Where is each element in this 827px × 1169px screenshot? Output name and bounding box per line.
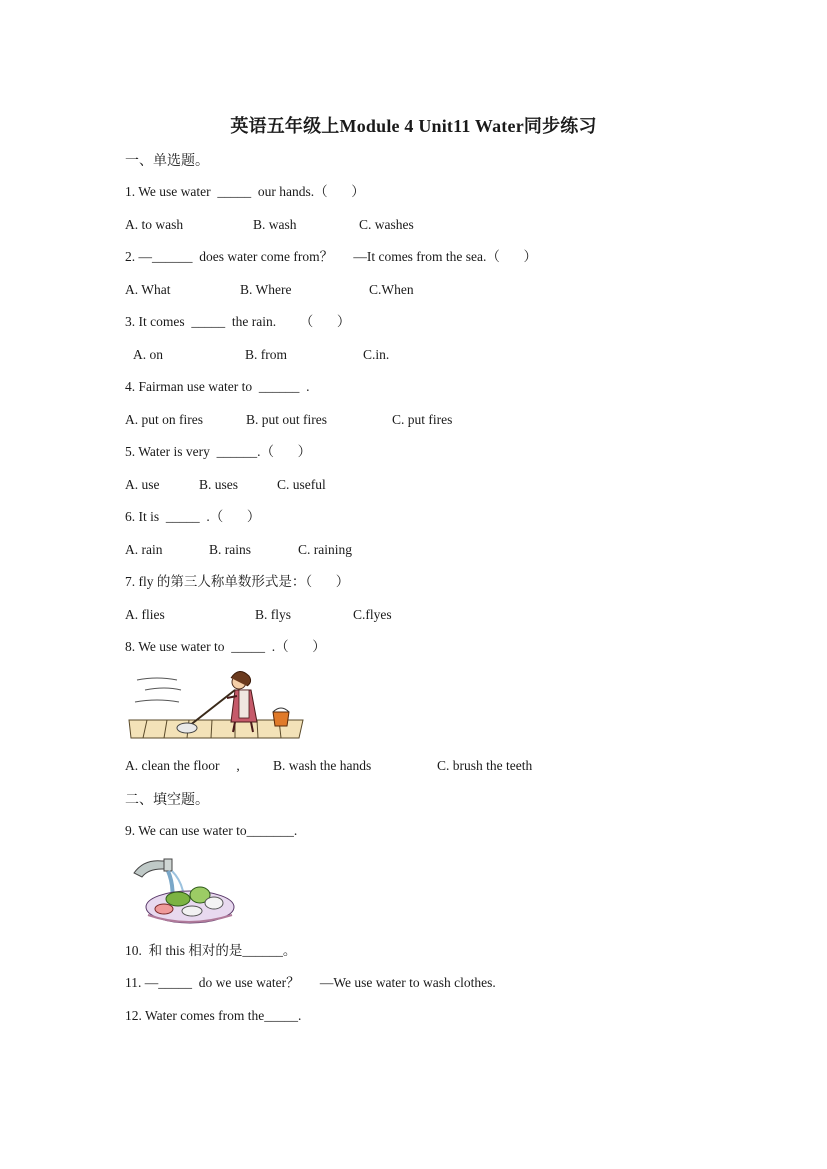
- question-12: 12. Water comes from the_____.: [125, 1008, 302, 1023]
- q1-option-c: C. washes: [359, 217, 414, 232]
- q6-option-c: C. raining: [298, 542, 352, 557]
- q2-option-a: A. What: [125, 282, 171, 297]
- section-heading-multiple-choice: 一、单选题。: [125, 154, 209, 169]
- question-3: 3. It comes _____ the rain. （ ）: [125, 314, 351, 329]
- q8-option-a: A. clean the floor ,: [125, 758, 240, 773]
- woman-mopping-floor-illustration: [127, 668, 305, 742]
- question-5: 5. Water is very ______.（ ）: [125, 444, 312, 459]
- question-1: 1. We use water _____ our hands.（ ）: [125, 184, 365, 199]
- q3-option-b: B. from: [245, 347, 287, 362]
- question-8: 8. We use water to _____ .（ ）: [125, 639, 326, 654]
- q5-option-c: C. useful: [277, 477, 326, 492]
- q3-option-c: C.in.: [363, 347, 390, 362]
- q5-option-b: B. uses: [199, 477, 239, 492]
- washing-vegetables-illustration: [128, 855, 238, 929]
- q5-option-a: A. use: [125, 477, 160, 492]
- question-6: 6. It is _____ .（ ）: [125, 509, 261, 524]
- q7-option-a: A. flies: [125, 607, 165, 622]
- q6-option-a: A. rain: [125, 542, 163, 557]
- question-4: 4. Fairman use water to ______ .: [125, 379, 310, 394]
- q4-option-a: A. put on fires: [125, 412, 203, 427]
- question-10: 10. 和 this 相对的是______。: [125, 943, 297, 958]
- q8-option-b: B. wash the hands: [273, 758, 372, 773]
- q1-option-a: A. to wash: [125, 217, 184, 232]
- question-2: 2. —______ does water come from？ —It comes from the sea.（ ）: [125, 249, 538, 264]
- q1-option-b: B. wash: [253, 217, 297, 232]
- page-title: 英语五年级上Module 4 Unit11 Water同步练习: [230, 116, 597, 136]
- question-7: 7. fly 的第三人称单数形式是：（ ）: [125, 574, 350, 589]
- q6-option-b: B. rains: [209, 542, 251, 557]
- q2-option-c: C.When: [369, 282, 414, 297]
- q3-option-a: A. on: [133, 347, 163, 362]
- q8-option-c: C. brush the teeth: [437, 758, 533, 773]
- question-9: 9. We can use water to_______.: [125, 823, 298, 838]
- section-heading-fill-in: 二、填空题。: [125, 793, 209, 808]
- q7-option-c: C.flyes: [353, 607, 392, 622]
- q2-option-b: B. Where: [240, 282, 292, 297]
- q4-option-c: C. put fires: [392, 412, 453, 427]
- question-11: 11. —_____ do we use water？ —We use water to wash clothes.: [125, 975, 496, 990]
- q4-option-b: B. put out fires: [246, 412, 327, 427]
- q7-option-b: B. flys: [255, 607, 292, 622]
